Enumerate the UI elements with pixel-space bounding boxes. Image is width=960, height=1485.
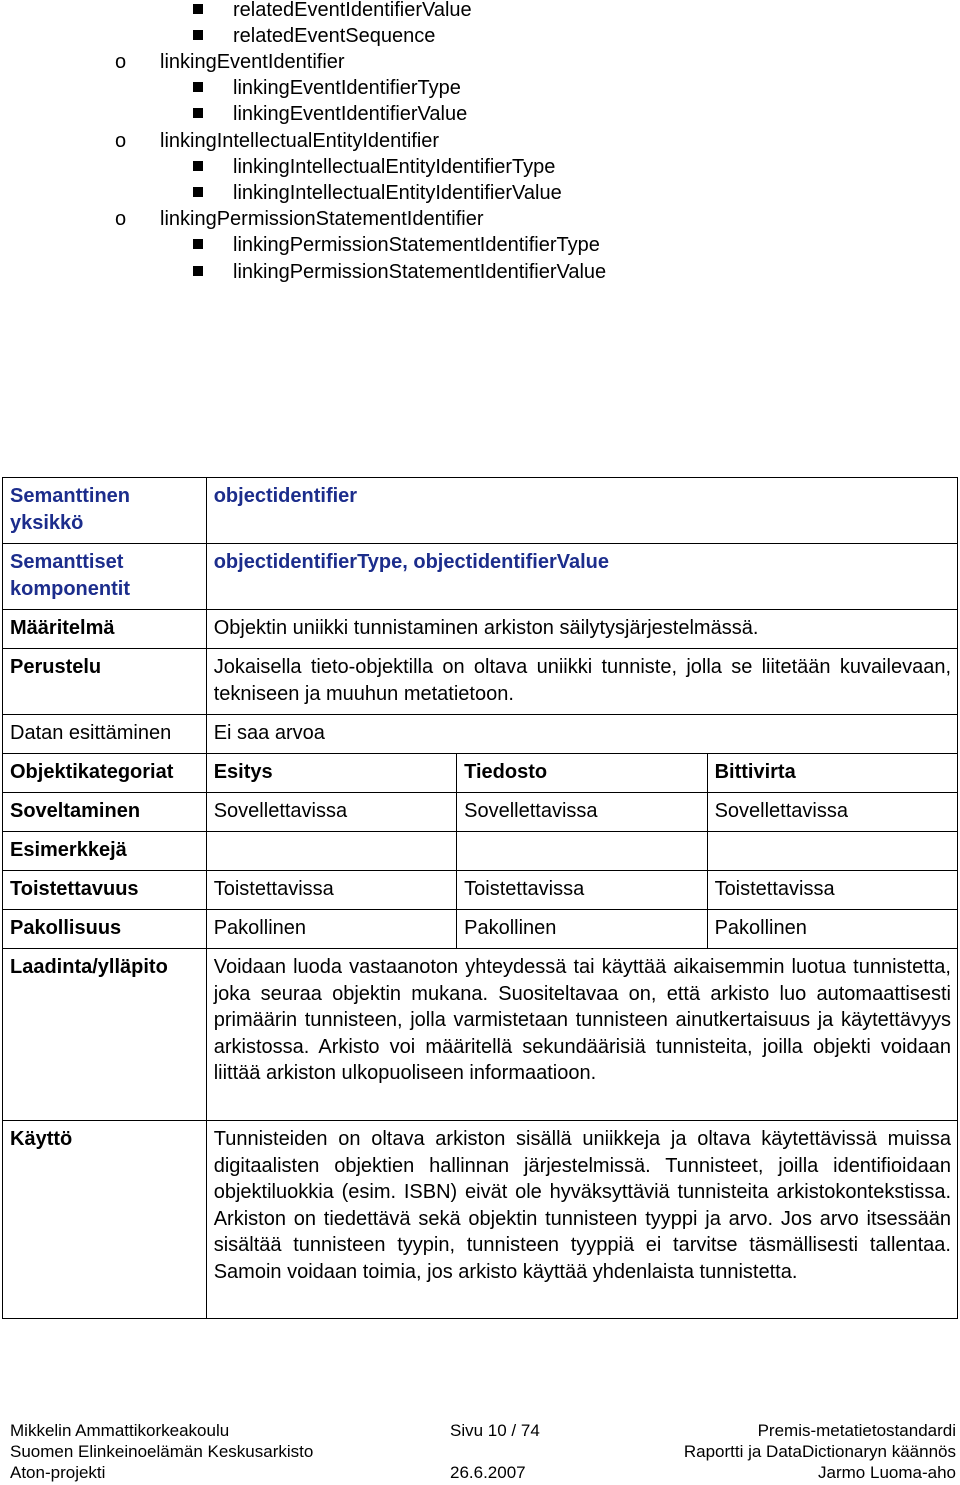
row-value bbox=[707, 832, 957, 871]
row-value: Pakollinen bbox=[707, 910, 957, 949]
circle-bullet-icon: o bbox=[115, 130, 127, 152]
square-bullet-icon bbox=[193, 187, 203, 197]
outline-item-text: linkingPermissionStatementIdentifierValue bbox=[233, 261, 607, 283]
row-label: Pakollisuus bbox=[3, 910, 207, 949]
row-label: Määritelmä bbox=[3, 610, 207, 649]
row-value: Toistettavissa bbox=[707, 871, 957, 910]
square-bullet-icon bbox=[193, 266, 203, 276]
row-value: Tunnisteiden on oltava arkiston sisällä uniikkeja ja oltava käytettävissä muissa digitaalisten objektien hallinnan järjestelmissä. Tunnisteet, joilla identifioidaan objektiluokkia (esim. ISBN) eivät ole hyväksyttäviä tunnisteita arkistokontekstissa. Arkiston on tiedettävä sekä objektin tunnisteen tyyppi ja arvo. Jos arvo itsessään sisältää tunnisteen tyypin, tunnisteen tyyppiä ei tarvitse täsmällisesti tallentaa. Samoin voidaan toimia, jos arkisto käyttää yhdenlaista tunnistetta. bbox=[206, 1121, 957, 1319]
square-bullet-icon bbox=[193, 82, 203, 92]
row-label: Semanttinen yksikkö bbox=[3, 478, 207, 544]
footer-date: 26.6.2007 bbox=[450, 1463, 526, 1482]
row-label: Esimerkkejä bbox=[3, 832, 207, 871]
footer-middle bbox=[450, 1420, 540, 1483]
outline-item-text: linkingIntellectualEntityIdentifierType bbox=[233, 156, 556, 178]
page-number: Sivu 10 / 74 bbox=[450, 1421, 540, 1440]
table-row bbox=[3, 793, 958, 832]
footer-spacer bbox=[450, 1441, 540, 1462]
row-label: Datan esittäminen bbox=[3, 715, 207, 754]
circle-bullet-icon: o bbox=[115, 208, 127, 230]
row-label: Soveltaminen bbox=[3, 793, 207, 832]
row-value: Sovellettavissa bbox=[707, 793, 957, 832]
row-value: Sovellettavissa bbox=[457, 793, 707, 832]
table-row bbox=[3, 478, 958, 544]
footer-left bbox=[10, 1420, 313, 1483]
table-row bbox=[3, 832, 958, 871]
square-bullet-icon bbox=[193, 108, 203, 118]
row-value: objectidentifierType, objectidentifierValue bbox=[206, 544, 957, 610]
row-label: Perustelu bbox=[3, 649, 207, 715]
table-row bbox=[3, 649, 958, 715]
row-value: Jokaisella tieto-objektilla on oltava uniikki tunniste, jolla se liitetään kuvailevaan, tekniseen ja muuhun metatietoon. bbox=[206, 649, 957, 715]
table-row bbox=[3, 754, 958, 793]
footer-right bbox=[684, 1420, 956, 1483]
row-value: Sovellettavissa bbox=[206, 793, 456, 832]
row-value: Esitys bbox=[206, 754, 456, 793]
outline-item-text: relatedEventIdentifierValue bbox=[233, 0, 472, 21]
row-value: objectidentifier bbox=[206, 478, 957, 544]
row-value: Voidaan luoda vastaanoton yhteydessä tai käyttää aikaisemmin luotua tunnistetta, joka seuraa objektin mukana. Suositeltavaa on, että arkisto luo automaattisesti primäärin tunnisteen, jolla varmistetaan tunnisteen ainutkertaisuus ja käytettävyys arkistossa. Arkisto voi määritellä sekundäärisiä tunnisteita, joilla objekti voidaan liittää arkiston ulkopuoliseen informaatioon. bbox=[206, 949, 957, 1121]
row-value: Pakollinen bbox=[457, 910, 707, 949]
outline-item-text: linkingIntellectualEntityIdentifier bbox=[160, 130, 440, 152]
outline-item-text: linkingIntellectualEntityIdentifierValue bbox=[233, 182, 562, 204]
row-value: Toistettavissa bbox=[206, 871, 456, 910]
table-row bbox=[3, 1121, 958, 1319]
row-value bbox=[206, 832, 456, 871]
outline-item-text: relatedEventSequence bbox=[233, 25, 436, 47]
outline-item-text: linkingEventIdentifierValue bbox=[233, 103, 468, 125]
square-bullet-icon bbox=[193, 161, 203, 171]
outline-item-text: linkingPermissionStatementIdentifier bbox=[160, 208, 484, 230]
outline-item-text: linkingEventIdentifier bbox=[160, 51, 345, 73]
row-value: Objektin uniikki tunnistaminen arkiston säilytysjärjestelmässä. bbox=[206, 610, 957, 649]
footer-author: Jarmo Luoma-aho bbox=[818, 1463, 956, 1482]
row-value bbox=[457, 832, 707, 871]
footer-organization: Mikkelin Ammattikorkeakoulu bbox=[10, 1421, 230, 1440]
semantic-unit-table bbox=[2, 477, 958, 1319]
table-row bbox=[3, 949, 958, 1121]
outline-item-text: linkingPermissionStatementIdentifierType bbox=[233, 234, 600, 256]
table-row bbox=[3, 544, 958, 610]
table-row bbox=[3, 715, 958, 754]
row-value: Toistettavissa bbox=[457, 871, 707, 910]
table-row bbox=[3, 610, 958, 649]
row-label: Toistettavuus bbox=[3, 871, 207, 910]
footer-project: Aton-projekti bbox=[10, 1463, 106, 1482]
outline-item-text: linkingEventIdentifierType bbox=[233, 77, 461, 99]
footer-organization: Suomen Elinkeinoelämän Keskusarkisto bbox=[10, 1442, 314, 1461]
row-value: Ei saa arvoa bbox=[206, 715, 957, 754]
square-bullet-icon bbox=[193, 30, 203, 40]
row-value: Pakollinen bbox=[206, 910, 456, 949]
document-subtitle: Raportti ja DataDictionaryn käännös bbox=[683, 1442, 956, 1461]
table-row bbox=[3, 910, 958, 949]
row-label: Käyttö bbox=[3, 1121, 207, 1319]
square-bullet-icon bbox=[193, 239, 203, 249]
row-label: Semanttiset komponentit bbox=[3, 544, 207, 610]
row-label: Laadinta/ylläpito bbox=[3, 949, 207, 1121]
row-value: Tiedosto bbox=[457, 754, 707, 793]
row-label: Objektikategoriat bbox=[3, 754, 207, 793]
circle-bullet-icon: o bbox=[115, 51, 127, 73]
square-bullet-icon bbox=[193, 4, 203, 14]
row-value: Bittivirta bbox=[707, 754, 957, 793]
document-title: Premis-metatietostandardi bbox=[757, 1421, 956, 1440]
table-row bbox=[3, 871, 958, 910]
